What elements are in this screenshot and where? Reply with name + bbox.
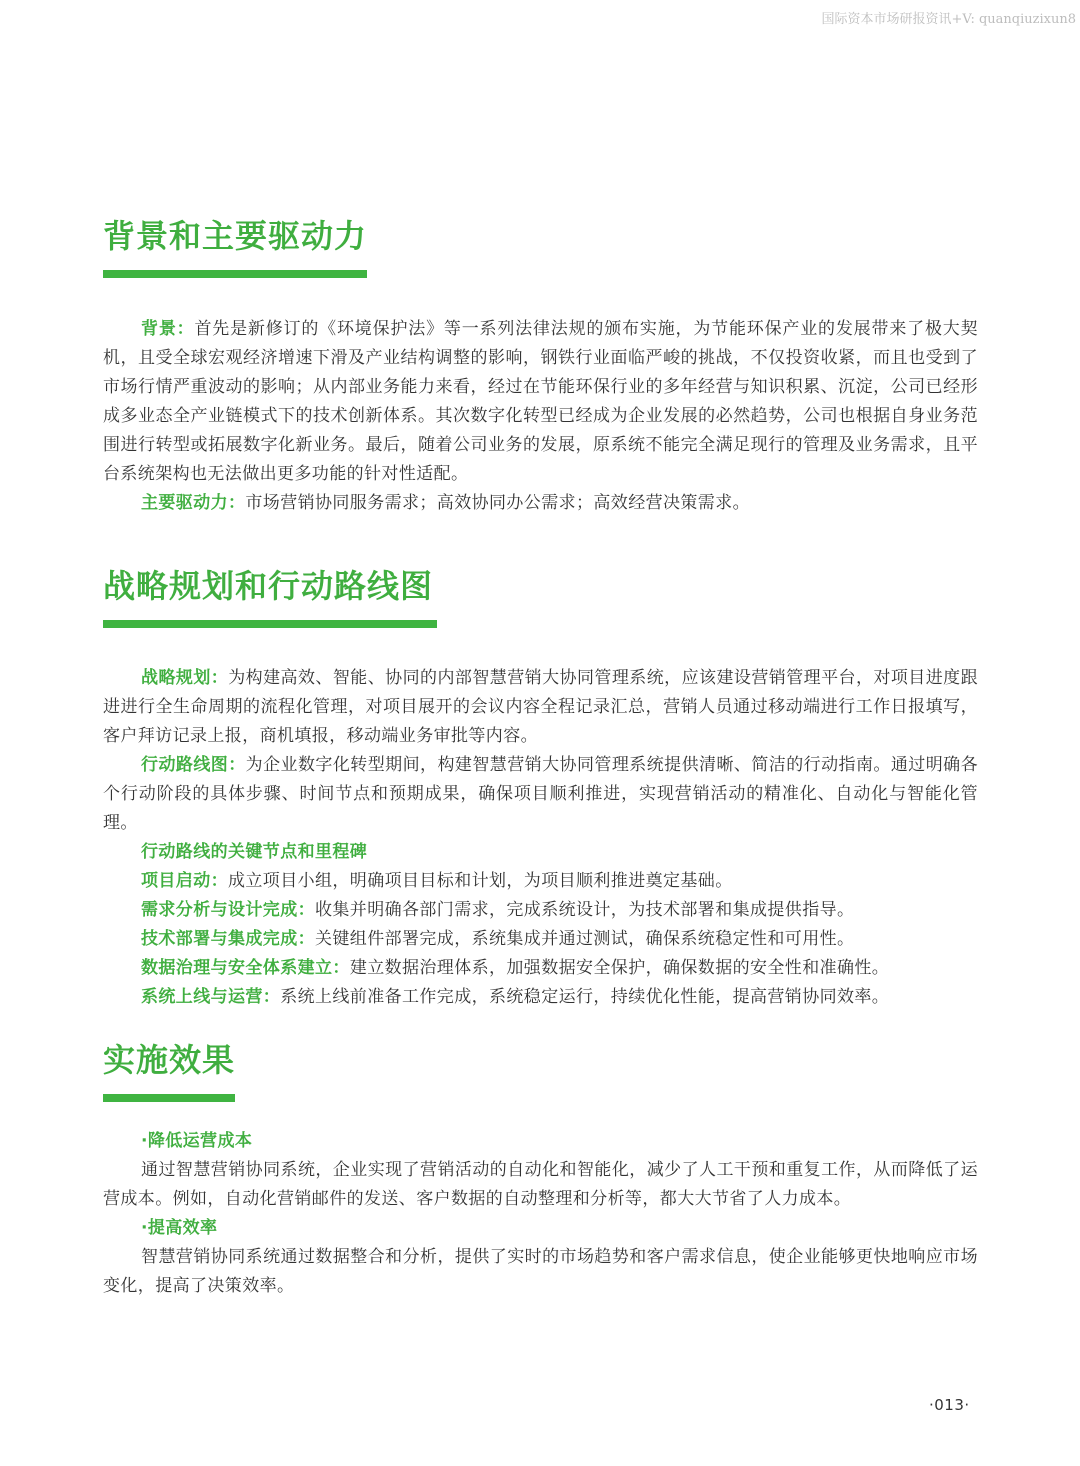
milestone-item [103, 983, 978, 1012]
paragraph-efficiency [103, 1243, 978, 1301]
section-background [103, 214, 978, 518]
paragraph-text: 为企业数字化转型期间，构建智慧营销大协同管理系统提供清晰、简洁的行动指南。通过明确各个行动阶段的具体步骤、时间节点和预期成果，确保项目顺利推进，实现营销活动的精准化、自动化与智能化管理。 [103, 755, 978, 833]
milestone-item [103, 896, 978, 925]
paragraph-text: 智慧营销协同系统通过数据整合和分析，提供了实时的市场趋势和客户需求信息，使企业能够更快地响应市场变化，提高了决策效率。 [103, 1247, 978, 1296]
page-number: ·013· [929, 1396, 970, 1414]
milestone-text: 建立数据治理体系，加强数据安全保护，确保数据的安全性和准确性。 [349, 958, 890, 978]
paragraph-label: 行动路线图： [141, 755, 246, 775]
paragraph-label: 背景： [141, 319, 195, 339]
section-title: 实施效果 [103, 1041, 236, 1079]
subheading-efficiency [103, 1214, 978, 1243]
paragraph-roadmap [103, 751, 978, 838]
paragraph-label: 行动路线的关键节点和里程碑 [141, 842, 368, 862]
milestone-label: 项目启动： [141, 871, 228, 891]
subheading-cost [103, 1127, 978, 1156]
paragraph-text: 通过智慧营销协同系统，企业实现了营销活动的自动化和智能化，减少了人工干预和重复工作，从而降低了运营成本。例如，自动化营销邮件的发送、客户数据的自动整理和分析等，都大大节省了人力成本。 [103, 1160, 978, 1209]
section-results [103, 1038, 978, 1301]
section-body [103, 315, 978, 518]
milestone-text: 收集并明确各部门需求，完成系统设计，为技术部署和集成提供指导。 [315, 900, 855, 920]
paragraph-cost [103, 1156, 978, 1214]
milestone-label: 需求分析与设计完成： [141, 900, 315, 920]
paragraph-label: 主要驱动力： [141, 493, 246, 513]
milestones-heading [103, 838, 978, 867]
paragraph-text: 市场营销协同服务需求；高效协同办公需求；高效经营决策需求。 [245, 493, 751, 513]
section-title: 战略规划和行动路线图 [103, 567, 434, 605]
milestone-text: 关键组件部署完成，系统集成并通过测试，确保系统稳定性和可用性。 [315, 929, 855, 949]
subheading-label: ·提高效率 [141, 1218, 218, 1238]
milestone-item [103, 867, 978, 896]
paragraph-background [103, 315, 978, 489]
section-strategy [103, 564, 978, 1012]
section-body [103, 664, 978, 1012]
section-title: 背景和主要驱动力 [103, 217, 368, 255]
paragraph-label: 战略规划： [141, 668, 229, 688]
paragraph-strategic-plan [103, 664, 978, 751]
milestone-item [103, 925, 978, 954]
milestone-label: 系统上线与运营： [141, 987, 281, 1007]
watermark: 国际资本市场研报资讯+V: quanqiuzixun8 [821, 12, 1076, 27]
title-underline [103, 270, 367, 278]
section-body [103, 1127, 978, 1301]
paragraph-drivers [103, 489, 978, 518]
title-underline [103, 620, 437, 628]
paragraph-text: 为构建高效、智能、协同的内部智慧营销大协同管理系统，应该建设营销管理平台，对项目进度跟进进行全生命周期的流程化管理，对项目展开的会议内容全程记录汇总，营销人员通过移动端进行工作日报填写，客户拜访记录上报，商机填报，移动端业务审批等内容。 [103, 668, 979, 746]
milestone-label: 数据治理与安全体系建立： [141, 958, 350, 978]
subheading-label: ·降低运营成本 [141, 1131, 253, 1151]
title-underline [103, 1094, 235, 1102]
paragraph-text: 首先是新修订的《环境保护法》等一系列法律法规的颁布实施，为节能环保产业的发展带来了极大契机，且受全球宏观经济增速下滑及产业结构调整的影响，钢铁行业面临严峻的挑战，不仅投资收紧，而且也受到了市场行情严重波动的影响；从内部业务能力来看，经过在节能环保行业的多年经营与知识积累、沉淀，公司已经形成多业态全产业链模式下的技术创新体系。其次数字化转型已经成为企业发展的必然趋势，公司也根据自身业务范围进行转型或拓展数字化新业务。最后，随着公司业务的发展，原系统不能完全满足现行的管理及业务需求，且平台系统架构也无法做出更多功能的针对性适配。 [103, 319, 978, 484]
milestone-text: 成立项目小组，明确项目目标和计划，为项目顺利推进奠定基础。 [228, 871, 733, 891]
milestone-item [103, 954, 978, 983]
milestone-label: 技术部署与集成完成： [141, 929, 315, 949]
milestone-text: 系统上线前准备工作完成，系统稳定运行，持续优化性能，提高营销协同效率。 [280, 987, 890, 1007]
